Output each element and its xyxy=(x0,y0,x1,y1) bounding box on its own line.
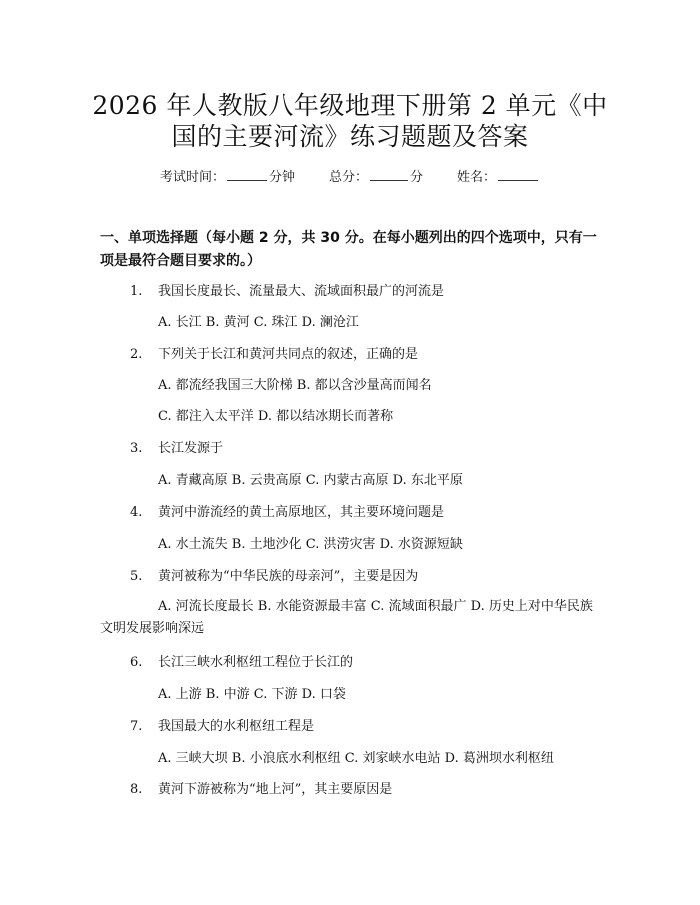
section-heading: 一、单项选择题（每小题 2 分，共 30 分。在每小题列出的四个选项中，只有一项是最符合题目要求的。） xyxy=(100,230,597,269)
question-3-options: A. 青藏高原 B. 云贵高原 C. 内蒙古高原 D. 东北平原 xyxy=(158,473,463,488)
document-title-line-2: 国的主要河流》练习题题及答案 xyxy=(171,122,529,151)
question-text: 长江三峡水利枢纽工程位于长江的 xyxy=(158,655,354,670)
question-2-options-line-2: C. 都注入太平洋 D. 都以结冰期长而著称 xyxy=(158,409,394,424)
question-text: 长江发源于 xyxy=(158,441,224,456)
exam-time-blank xyxy=(227,168,267,181)
question-4-options: A. 水土流失 B. 土地沙化 C. 洪涝灾害 D. 水资源短缺 xyxy=(158,537,463,552)
question-5 xyxy=(130,568,418,586)
question-number: 8. xyxy=(130,782,143,797)
question-8 xyxy=(130,781,392,799)
question-1-options: A. 长江 B. 黄河 C. 珠江 D. 澜沧江 xyxy=(158,315,359,330)
question-number: 6. xyxy=(130,655,143,670)
total-score xyxy=(329,168,423,187)
question-6-options: A. 上游 B. 中游 C. 下游 D. 口袋 xyxy=(158,687,346,702)
question-2-options-line-1: A. 都流经我国三大阶梯 B. 都以含沙量高而闻名 xyxy=(158,378,432,393)
question-3 xyxy=(130,440,223,458)
question-text: 黄河被称为“中华民族的母亲河”，主要是因为 xyxy=(158,569,419,584)
document-title-line-1: 2026 年人教版八年级地理下册第 2 单元《中 xyxy=(92,91,608,120)
total-score-blank xyxy=(370,168,408,181)
student-name-label: 姓名： xyxy=(457,170,497,185)
question-number: 3. xyxy=(130,441,143,456)
question-number: 7. xyxy=(130,719,143,734)
question-7-options: A. 三峡大坝 B. 小浪底水利枢纽 C. 刘家峡水电站 D. 葛洲坝水利枢纽 xyxy=(158,751,554,766)
question-text: 黄河中游流经的黄土高原地区，其主要环境问题是 xyxy=(158,505,445,520)
exam-time-label: 考试时间： xyxy=(159,170,225,185)
question-text: 黄河下游被称为“地上河”，其主要原因是 xyxy=(158,782,393,797)
exam-time-unit: 分钟 xyxy=(268,170,295,185)
student-name-blank xyxy=(498,168,538,181)
question-5-options: A. 河流长度最长 B. 水能资源最丰富 C. 流域面积最广 D. 历史上对中华民族文明发展影响深远 xyxy=(100,599,593,636)
exam-meta xyxy=(0,168,700,187)
question-number: 2. xyxy=(130,347,143,362)
question-text: 下列关于长江和黄河共同点的叙述，正确的是 xyxy=(158,347,419,362)
question-6 xyxy=(130,654,353,672)
question-1 xyxy=(130,283,444,301)
question-number: 1. xyxy=(130,284,143,299)
question-number: 4. xyxy=(130,505,143,520)
question-text: 我国最大的水利枢纽工程是 xyxy=(158,719,315,734)
student-name xyxy=(457,168,540,187)
total-score-unit: 分 xyxy=(410,170,424,185)
question-7 xyxy=(130,718,314,736)
question-4 xyxy=(130,504,444,522)
total-score-label: 总分： xyxy=(328,170,368,185)
question-text: 我国长度最长、流量最大、流域面积最广的河流是 xyxy=(158,284,445,299)
question-2 xyxy=(130,346,418,364)
exam-time xyxy=(160,168,295,187)
question-number: 5. xyxy=(130,569,143,584)
